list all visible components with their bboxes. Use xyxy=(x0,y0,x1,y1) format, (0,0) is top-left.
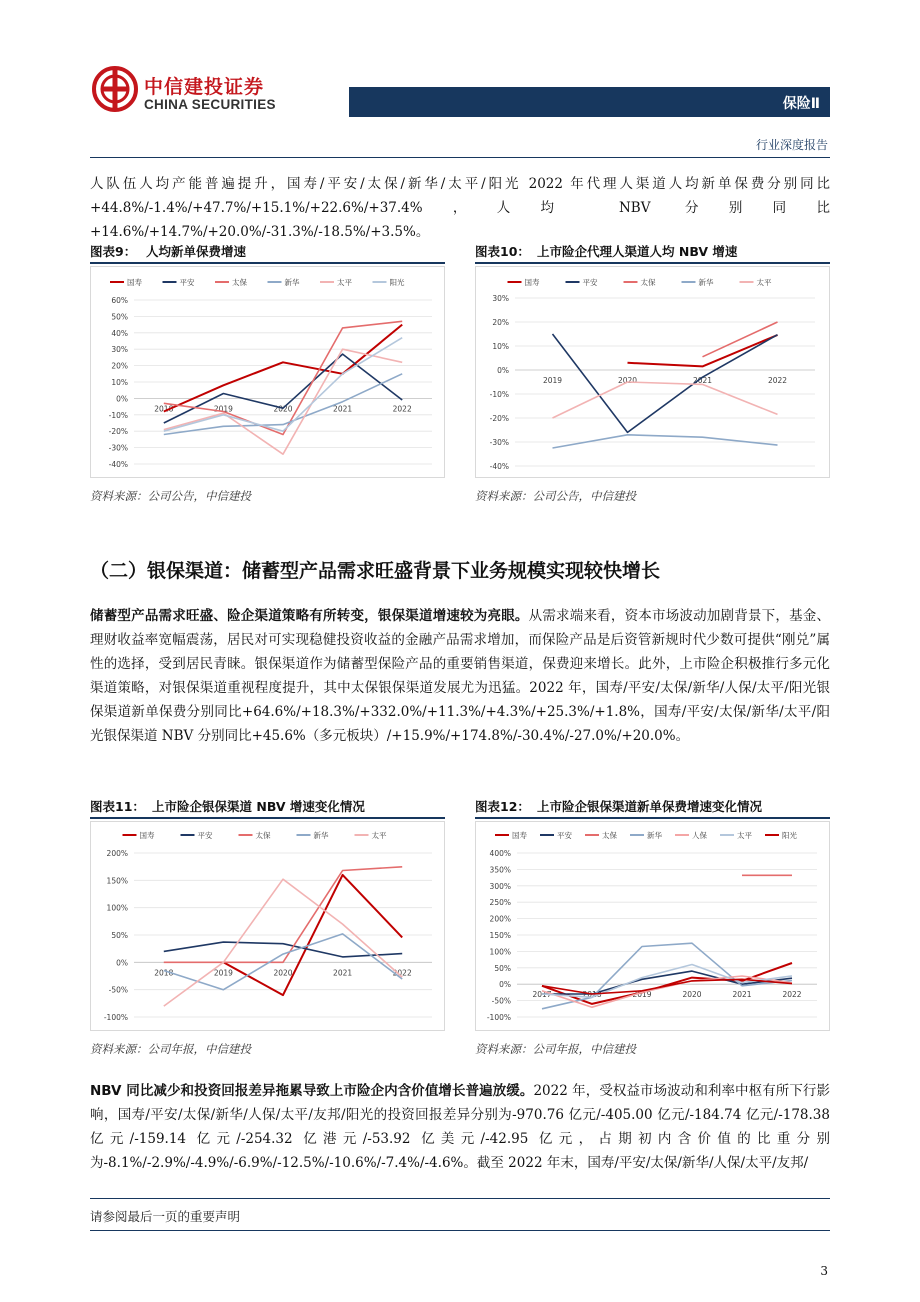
figure-10-rule xyxy=(475,262,830,264)
legend-label: 平安 xyxy=(197,831,213,840)
y-tick-label: -30% xyxy=(489,438,509,447)
figure-11-source: 资料来源：公司年报，中信建投 xyxy=(90,1042,251,1056)
figure-12-source: 资料来源：公司年报，中信建投 xyxy=(475,1042,636,1056)
x-tick-label: 2022 xyxy=(782,990,802,1000)
legend-label: 太保 xyxy=(255,831,271,840)
footer-divider xyxy=(90,1198,830,1199)
y-tick-label: -10% xyxy=(489,390,509,399)
y-tick-label: 50% xyxy=(111,312,128,322)
sector-banner xyxy=(349,87,830,117)
y-tick-label: 150% xyxy=(106,876,128,886)
legend-label: 人保 xyxy=(692,831,707,840)
x-tick-label: 2018 xyxy=(582,990,602,1000)
legend-label: 太平 xyxy=(737,831,752,840)
figure-11-name: 上市险企银保渠道 NBV 增速变化情况 xyxy=(152,799,365,814)
y-tick-label: -20% xyxy=(489,414,509,423)
y-tick-label: -20% xyxy=(108,427,128,437)
legend-label: 太平 xyxy=(337,278,352,287)
logo-emblem-icon xyxy=(92,66,138,112)
y-tick-label: 60% xyxy=(111,296,128,305)
y-tick-label: -30% xyxy=(108,443,128,453)
company-logo xyxy=(92,66,332,116)
figure-9-title xyxy=(90,242,246,260)
x-tick-label: 2019 xyxy=(213,968,233,978)
section-paragraph xyxy=(90,604,830,748)
x-tick-label: 2019 xyxy=(632,990,652,1000)
legend-label: 国寿 xyxy=(139,831,155,840)
figure-12-name: 上市险企银保渠道新单保费增速变化情况 xyxy=(537,799,763,814)
bottom-paragraph-body: 2022 年，受权益市场波动和利率中枢有所下行影响，国寿/平安/太保/新华/人保/太平/友邦/阳光的投资回报差异分别为-970.76 亿元/-405.00 亿元/-184.74 亿元/-178.38 亿元/-159.14 亿元/-254.32 亿港元/-53.92 亿美元/-42.95 亿元，占期初内含价值的比重分别为-8.1%/-2.9%/-4.9%/-6.9%/-12.5%/-10.6%/-7.4%/-4.6%。截至 2022 年末，国寿/平安/太保/新华/人保/太平/友邦/ xyxy=(90,1083,830,1171)
y-tick-label: -100% xyxy=(103,1013,128,1022)
legend-label: 新华 xyxy=(284,278,300,287)
y-tick-label: 0% xyxy=(116,394,128,404)
x-tick-label: 2021 xyxy=(732,990,752,1000)
logo-name-en: CHINA SECURITIES xyxy=(144,97,276,112)
x-tick-label: 2017 xyxy=(532,990,552,1000)
x-tick-label: 2020 xyxy=(682,990,702,1000)
legend-label: 太平 xyxy=(756,278,772,287)
x-tick-label: 2018 xyxy=(154,968,174,978)
figure-10-name: 上市险企代理人渠道人均 NBV 增速 xyxy=(537,244,738,259)
disclaimer-note: 请参阅最后一页的重要声明 xyxy=(90,1209,241,1224)
y-tick-label: -50% xyxy=(108,985,128,995)
figure-9-chart xyxy=(90,266,445,478)
y-tick-label: 200% xyxy=(106,849,128,858)
header-divider xyxy=(90,157,830,158)
y-tick-label: -100% xyxy=(486,1013,511,1022)
y-tick-label: 20% xyxy=(492,318,509,327)
y-tick-label: 10% xyxy=(111,378,128,387)
legend-label: 新华 xyxy=(698,278,714,287)
y-tick-label: 40% xyxy=(111,328,128,338)
chart-frame xyxy=(91,267,445,478)
y-tick-label: -40% xyxy=(108,460,128,469)
y-tick-label: 0% xyxy=(499,980,511,990)
figure-12-rule xyxy=(475,817,830,819)
y-tick-label: 250% xyxy=(489,898,511,908)
x-tick-label: 2020 xyxy=(273,404,293,414)
y-tick-label: 150% xyxy=(489,931,511,940)
section-paragraph-lead: 储蓄型产品需求旺盛、险企渠道策略有所转变，银保渠道增速较为亮眼。 xyxy=(90,608,529,624)
legend-label: 太保 xyxy=(232,278,247,287)
figure-10-number: 图表10： xyxy=(475,244,530,259)
figure-12-title xyxy=(475,797,762,815)
figure-11-number: 图表11： xyxy=(90,799,145,814)
y-tick-label: 10% xyxy=(492,342,509,351)
y-tick-label: -10% xyxy=(108,410,128,420)
x-tick-label: 2020 xyxy=(617,376,638,385)
legend-label: 太保 xyxy=(602,831,617,840)
figure-9-source: 资料来源：公司公告，中信建投 xyxy=(90,489,251,503)
legend-label: 新华 xyxy=(313,831,329,840)
x-tick-label: 2021 xyxy=(692,376,713,385)
section-heading: （二）银保渠道：储蓄型产品需求旺盛背景下业务规模实现较快增长 xyxy=(90,560,661,582)
y-tick-label: 300% xyxy=(489,881,511,891)
y-tick-label: 400% xyxy=(489,849,511,858)
figure-10-chart xyxy=(475,266,830,478)
y-tick-label: -50% xyxy=(491,996,511,1006)
legend-label: 阳光 xyxy=(782,831,797,840)
logo-name-cn: 中信建投证券 xyxy=(144,76,265,98)
figure-11-rule xyxy=(90,817,445,819)
y-tick-label: 350% xyxy=(489,865,511,875)
figure-9-number: 图表9： xyxy=(90,244,137,259)
legend-label: 新华 xyxy=(647,831,662,840)
figure-10-title xyxy=(475,242,737,260)
y-tick-label: -40% xyxy=(489,462,509,471)
legend-label: 太保 xyxy=(640,278,656,287)
legend-label: 平安 xyxy=(557,831,572,840)
intro-paragraph: 人队伍人均产能普遍提升，国寿/平安/太保/新华/太平/阳光 2022 年代理人渠道人均新单保费分别同比+44.8%/-1.4%/+47.7%/+15.1%/+22.6%/+37.4%，人均 NBV 分别同比+14.6%/+14.7%/+20.0%/-31.3%/-18.5%/+3.5%。 xyxy=(90,176,830,240)
figure-9-rule xyxy=(90,262,445,264)
y-tick-label: 0% xyxy=(116,958,128,968)
legend-label: 国寿 xyxy=(512,831,527,840)
page-number: 3 xyxy=(820,1264,828,1278)
y-tick-label: 50% xyxy=(494,963,511,973)
legend-label: 平安 xyxy=(179,278,195,287)
x-tick-label: 2019 xyxy=(213,404,233,414)
figure-11-chart xyxy=(90,821,445,1031)
y-tick-label: 30% xyxy=(492,294,509,303)
bottom-paragraph-lead: NBV 同比减少和投资回报差异拖累导致上市险企内含价值增长普遍放缓。 xyxy=(90,1083,534,1099)
x-tick-label: 2021 xyxy=(333,968,353,978)
figure-9-name: 人均新单保费增速 xyxy=(146,244,247,259)
report-type: 行业深度报告 xyxy=(755,138,828,152)
figure-12-number: 图表12： xyxy=(475,799,530,814)
section-paragraph-body: 从需求端来看，资本市场波动加剧背景下，基金、理财收益率宽幅震荡，居民对可实现稳健投资收益的金融产品需求增加，而保险产品是后资管新规时代少数可提供“刚兑”属性的选择，受到居民青睐。银保渠道作为储蓄型保险产品的重要销售渠道，保费迎来增长。此外，上市险企积极推行多元化渠道策略，对银保渠道重视程度提升，其中太保银保渠道发展尤为迅猛。2022 年，国寿/平安/太保/新华/人保/太平/阳光银保渠道新单保费分别同比+64.6%/+18.3%/+332.0%/+11.3%/+4.3%/+25.3%/+1.8%，国寿/平安/太保/新华/太平/阳光银保渠道 NBV 分别同比+45.6%（多元板块）/+15.9%/+174.8%/-30.4%/-27.0%/+20.0%。 xyxy=(90,608,830,744)
x-tick-label: 2022 xyxy=(767,376,788,385)
x-tick-label: 2021 xyxy=(333,404,353,414)
y-tick-label: 50% xyxy=(111,931,128,940)
bottom-paragraph xyxy=(90,1079,830,1175)
y-tick-label: 0% xyxy=(497,366,509,375)
legend-label: 国寿 xyxy=(524,278,540,287)
y-tick-label: 100% xyxy=(106,903,128,913)
y-tick-label: 200% xyxy=(489,914,511,924)
figure-10-source: 资料来源：公司公告，中信建投 xyxy=(475,489,636,503)
x-tick-label: 2020 xyxy=(273,968,293,978)
sector-label: 保险Ⅱ xyxy=(782,96,820,112)
x-tick-label: 2022 xyxy=(392,968,412,978)
y-tick-label: 20% xyxy=(111,361,128,371)
legend-label: 国寿 xyxy=(127,278,142,287)
x-tick-label: 2022 xyxy=(392,404,412,414)
x-tick-label: 2019 xyxy=(542,376,563,385)
figure-11-title xyxy=(90,797,365,815)
legend-label: 太平 xyxy=(371,831,387,840)
y-tick-label: 30% xyxy=(111,345,128,355)
footer-divider-bottom xyxy=(90,1230,830,1231)
y-tick-label: 100% xyxy=(489,947,511,957)
legend-label: 平安 xyxy=(582,278,598,287)
x-tick-label: 2018 xyxy=(154,404,174,414)
figure-12-chart xyxy=(475,821,830,1031)
legend-label: 阳光 xyxy=(389,278,405,287)
